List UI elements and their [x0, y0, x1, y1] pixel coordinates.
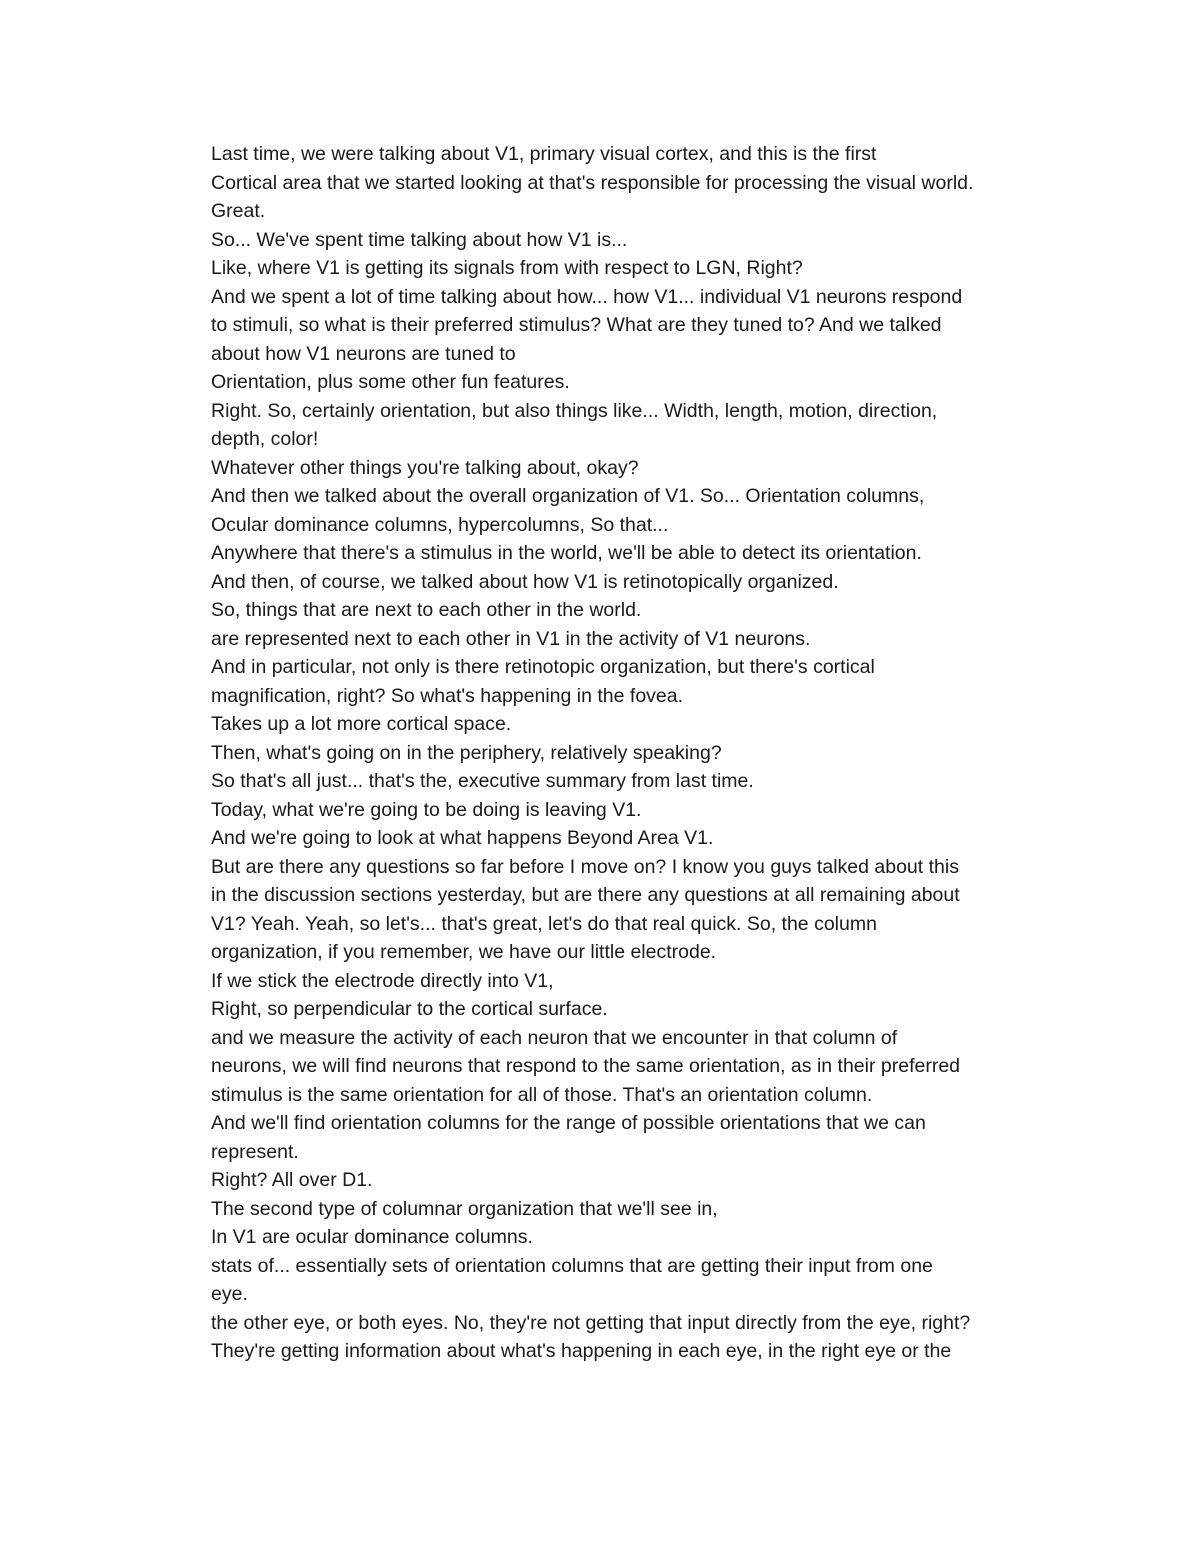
text-line: They're getting information about what's happening in each eye, in the right eye or the: [211, 1340, 952, 1362]
text-line: Cortical area that we started looking at that's responsible for processing the visual world.: [211, 171, 974, 194]
text-line: Last time, we were talking about V1, primary visual cortex, and this is the first: [211, 143, 877, 165]
text-line: In V1 are ocular dominance columns.: [211, 1226, 533, 1248]
text-line: And in particular, not only is there retinotopic organization, but there's cortical: [211, 656, 875, 678]
text-line: And we spent a lot of time talking about how... how V1... individual V1 neurons respond: [211, 285, 963, 308]
text-line: And then, of course, we talked about how V1 is retinotopically organized.: [211, 570, 839, 593]
text-line: Right, so perpendicular to the cortical surface.: [211, 998, 608, 1020]
text-line: Takes up a lot more cortical space.: [211, 713, 512, 735]
text-line: Like, where V1 is getting its signals from with respect to LGN, Right?: [211, 257, 803, 279]
text-line: So... We've spent time talking about how V1 is...: [211, 228, 628, 251]
text-line: So, things that are next to each other in the world.: [211, 599, 642, 621]
text-line: organization, if you remember, we have our little electrode.: [211, 941, 717, 963]
text-line: If we stick the electrode directly into V1,: [211, 969, 554, 992]
text-line: Today, what we're going to be doing is leaving V1.: [211, 798, 642, 821]
text-line: And then we talked about the overall organization of V1. So... Orientation columns,: [211, 485, 925, 507]
text-line: the other eye, or both eyes. No, they're not getting that input directly from the eye, right?: [211, 1311, 971, 1334]
text-line: Right? All over D1.: [211, 1169, 373, 1191]
text-line: But are there any questions so far before I move on? I know you guys talked about this: [211, 855, 959, 878]
text-line: Then, what's going on in the periphery, relatively speaking?: [211, 741, 722, 764]
text-line: magnification, right? So what's happening in the fovea.: [211, 684, 684, 707]
text-line: So that's all just... that's the, executive summary from last time.: [211, 770, 754, 792]
text-line: in the discussion sections yesterday, but are there any questions at all remaining about: [211, 884, 960, 906]
text-line: Whatever other things you're talking about, okay?: [211, 456, 639, 479]
text-line: eye.: [211, 1283, 248, 1305]
text-line: Right. So, certainly orientation, but also things like... Width, length, motion, direction,: [211, 399, 938, 422]
text-line: about how V1 neurons are tuned to: [211, 342, 516, 365]
text-line: represent.: [211, 1140, 299, 1163]
text-line: to stimuli, so what is their preferred stimulus? What are they tuned to? And we talked: [211, 314, 942, 336]
text-line: depth, color!: [211, 428, 319, 450]
transcript-text: [211, 140, 1071, 1366]
text-line: Great.: [211, 200, 266, 222]
text-line: are represented next to each other in V1 in the activity of V1 neurons.: [211, 627, 811, 650]
text-line: Ocular dominance columns, hypercolumns, So that...: [211, 513, 669, 536]
text-line: neurons, we will find neurons that respond to the same orientation, as in their preferred: [211, 1055, 961, 1077]
text-line: And we'll find orientation columns for the range of possible orientations that we can: [211, 1112, 926, 1134]
text-line: V1? Yeah. Yeah, so let's... that's great, let's do that real quick. So, the column: [211, 912, 877, 935]
text-line: Anywhere that there's a stimulus in the world, we'll be able to detect its orientation.: [211, 542, 922, 564]
text-line: and we measure the activity of each neuron that we encounter in that column of: [211, 1026, 898, 1049]
text-line: And we're going to look at what happens Beyond Area V1.: [211, 827, 714, 849]
text-line: stats of... essentially sets of orientation columns that are getting their input from one: [211, 1254, 933, 1277]
text-line: The second type of columnar organization that we'll see in,: [211, 1197, 718, 1220]
text-line: stimulus is the same orientation for all of those. That's an orientation column.: [211, 1083, 873, 1106]
text-line: Orientation, plus some other fun features.: [211, 371, 570, 393]
